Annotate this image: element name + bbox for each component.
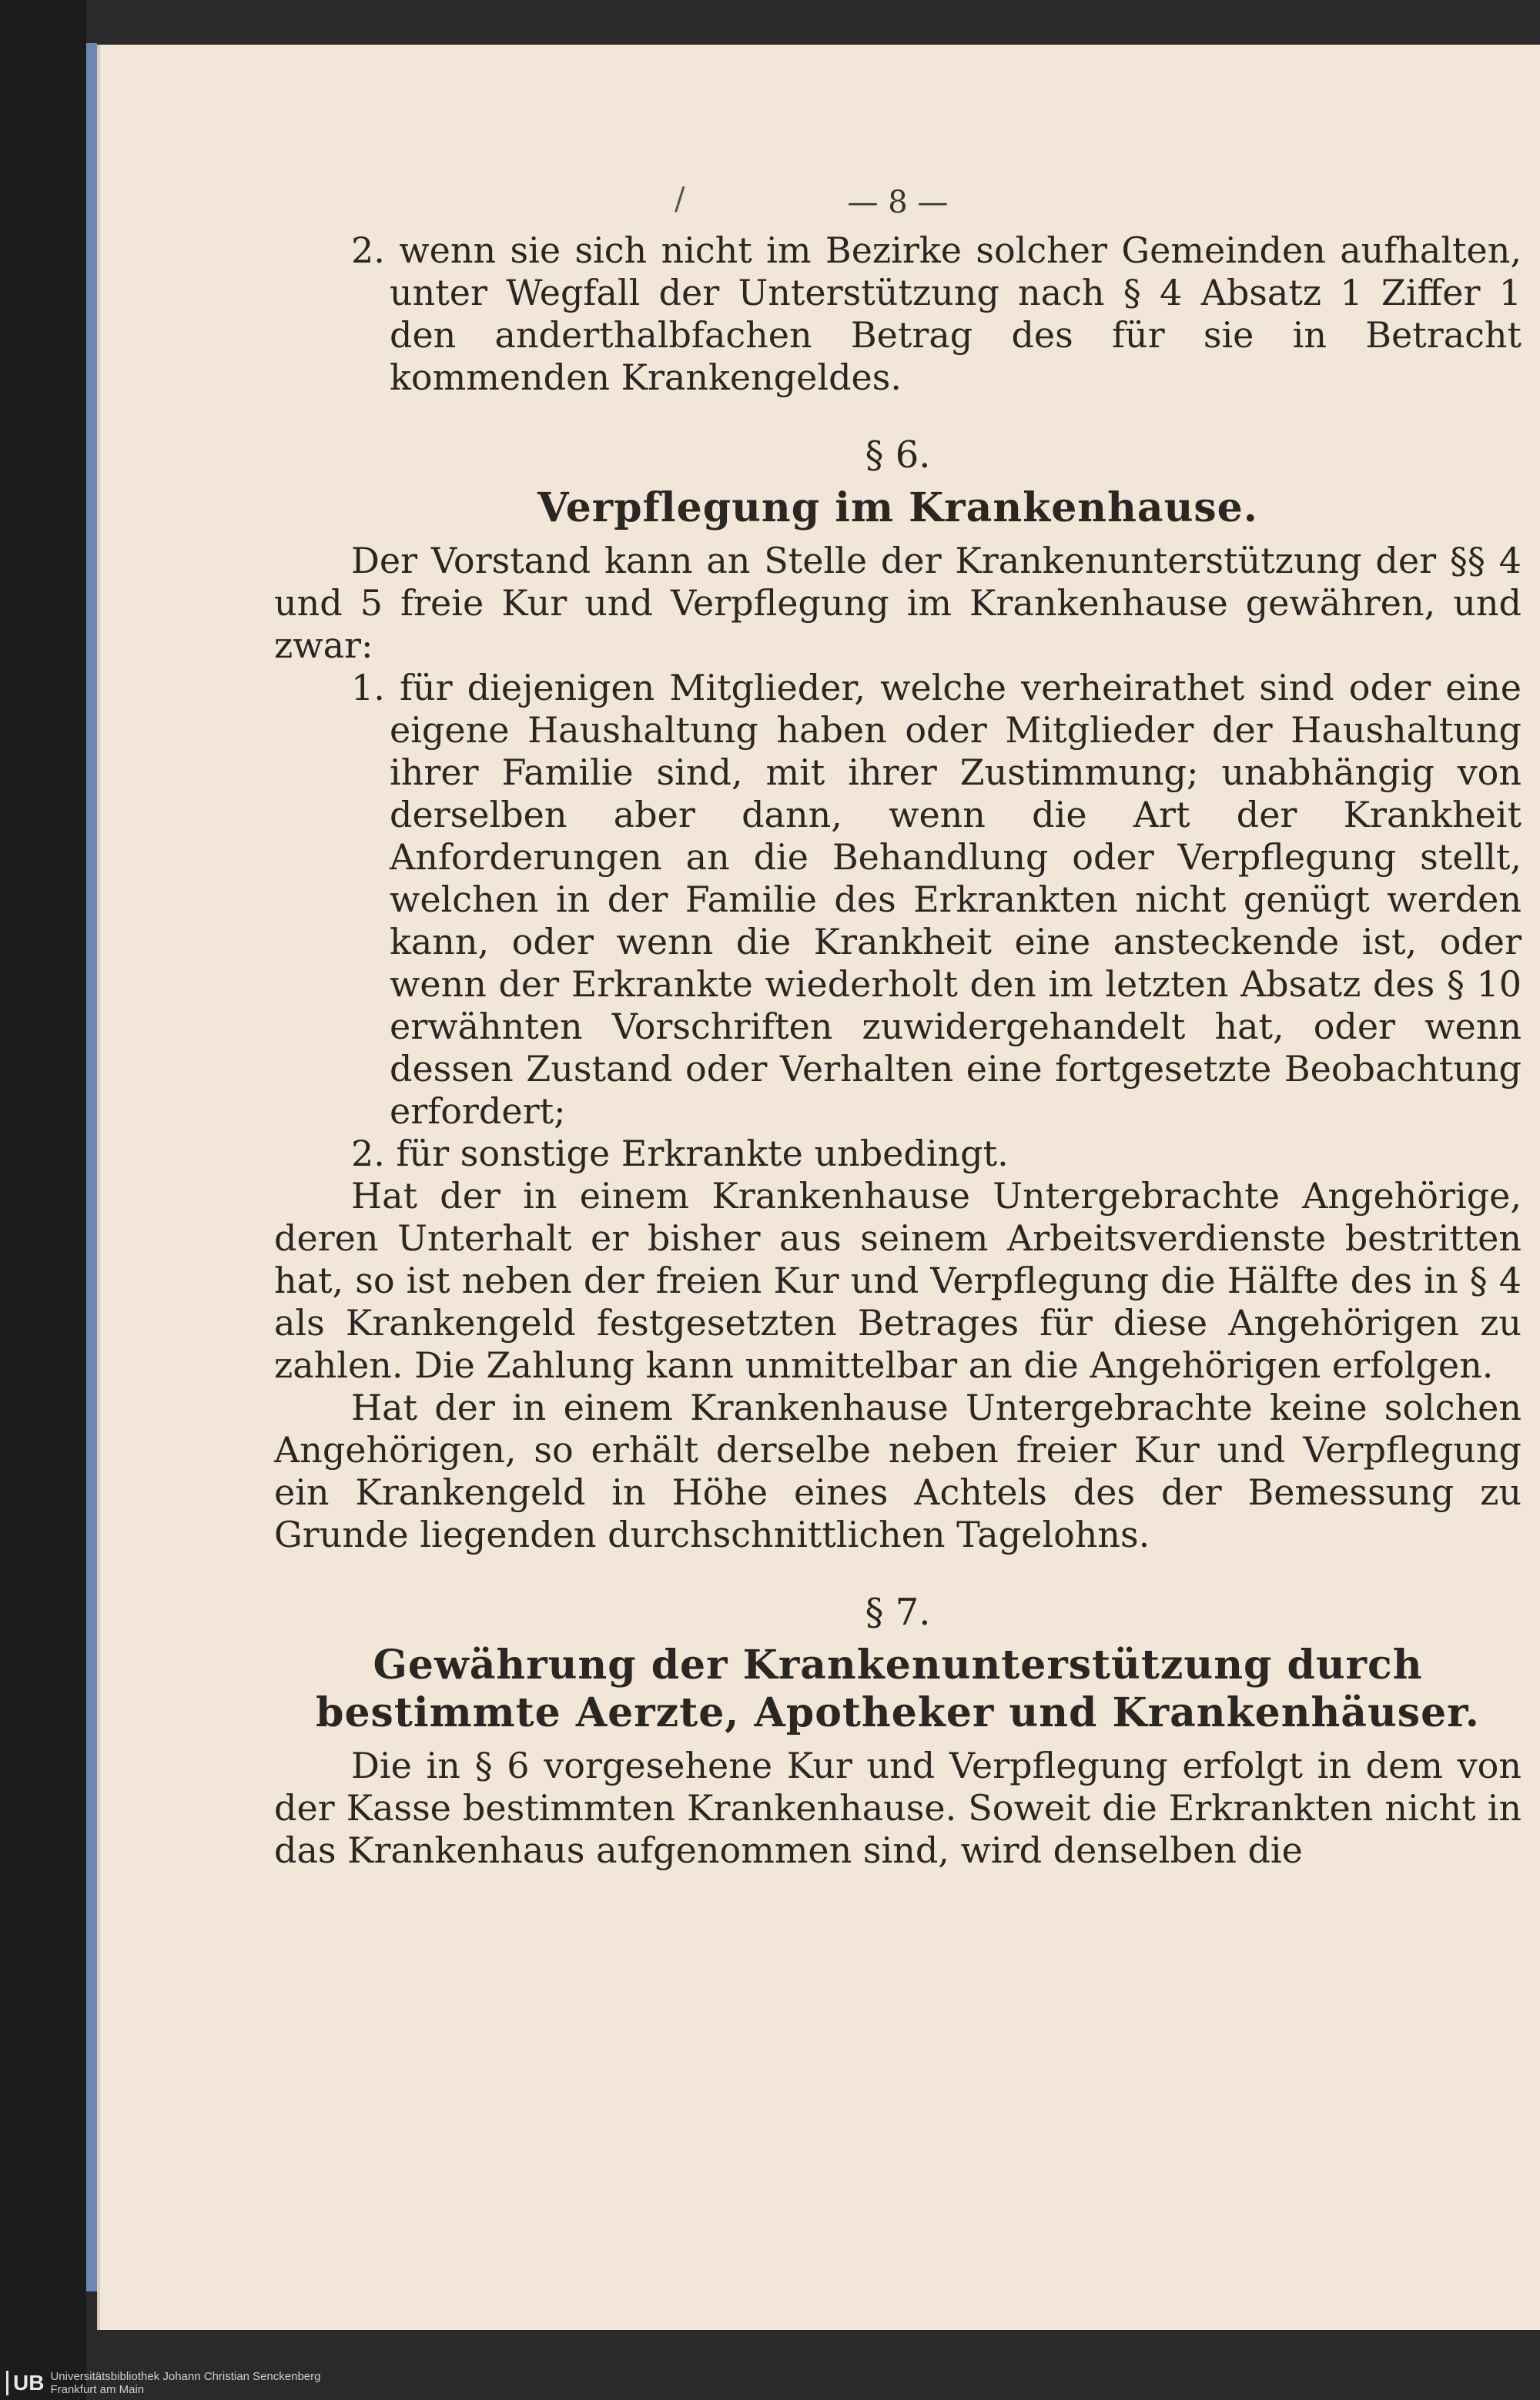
stray-mark: / [675, 182, 685, 217]
scanner-background [0, 0, 86, 2400]
ub-logo: UB [6, 2371, 44, 2395]
section-6-number: § 6. [865, 433, 931, 477]
book-edge-strip [86, 43, 97, 2291]
library-city: Frankfurt am Main [50, 2382, 145, 2396]
library-footer [0, 2365, 462, 2400]
page-number: — 8 — [847, 185, 949, 220]
library-credit [50, 2370, 320, 2396]
section-6-title: Verpflegung im Krankenhause. [537, 484, 1258, 531]
section-7-number: § 7. [865, 1591, 931, 1634]
section-6-intro: Der Vorstand kann an Stelle der Krankenunterstützung der §§ 4 und 5 freie Kur und Verpflegung im Krankenhause gewähren, und zwar: [274, 540, 1522, 666]
section-7-paragraph-1: Die in § 6 vorgesehene Kur und Verpflegung erfolgt in dem von der Kasse bestimmten Krankenhause. Soweit die Erkrankten nicht in das Krankenhaus aufgenommen sind, wird denselben die [274, 1745, 1522, 1871]
document-page [97, 45, 1540, 2330]
section-6-paragraph-2: Hat der in einem Krankenhause Untergebrachte Angehörige, deren Unterhalt er bisher aus seinem Arbeitsverdienste bestritten hat, so ist neben der freien Kur und Verpflegung die Hälfte des in § 4 als Krankengeld festgesetzten Betrages für diese Angehörigen zu zahlen. Die Zahlung kann unmittelbar an die Angehörigen erfolgen. [274, 1175, 1522, 1386]
page-content [274, 182, 1522, 1872]
list-item-2-top: 2. wenn sie sich nicht im Bezirke solcher Gemeinden aufhalten, unter Wegfall der Unterstützung nach § 4 Absatz 1 Ziffer 1 den anderthalbfachen Betrag des für sie in Betracht kommenden Krankengeldes. [351, 229, 1522, 398]
library-name: Universitätsbibliothek Johann Christian Senckenberg [50, 2369, 321, 2383]
section-7-title: Gewährung der Krankenunterstützung durch bestimmte Aerzte, Apotheker und Krankenhäuser. [316, 1642, 1480, 1736]
section-6-item-1: 1. für diejenigen Mitglieder, welche verheirathet sind oder eine eigene Haushaltung haben oder Mitglieder der Haushaltung ihrer Familie sind, mit ihrer Zustimmung; unabhängig von derselben aber dann, wenn die Art der Krankheit Anforderungen an die Behandlung oder Verpflegung stellt, welchen in der Familie des Erkrankten nicht genügt werden kann, oder wenn die Krankheit eine ansteckende ist, oder wenn der Erkrankte wiederholt den im letzten Absatz des § 10 erwähnten Vorschriften zuwidergehandelt hat, oder wenn dessen Zustand oder Verhalten eine fortgesetzte Beobachtung erfordert; [351, 667, 1522, 1132]
section-6-item-2: 2. für sonstige Erkrankte unbedingt. [351, 1133, 1009, 1174]
section-6-paragraph-3: Hat der in einem Krankenhause Untergebrachte keine solchen Angehörigen, so erhält derselbe neben freier Kur und Verpflegung ein Krankengeld in Höhe eines Achtels des der Bemessung zu Grunde liegenden durchschnittlichen Tagelohns. [274, 1387, 1522, 1555]
